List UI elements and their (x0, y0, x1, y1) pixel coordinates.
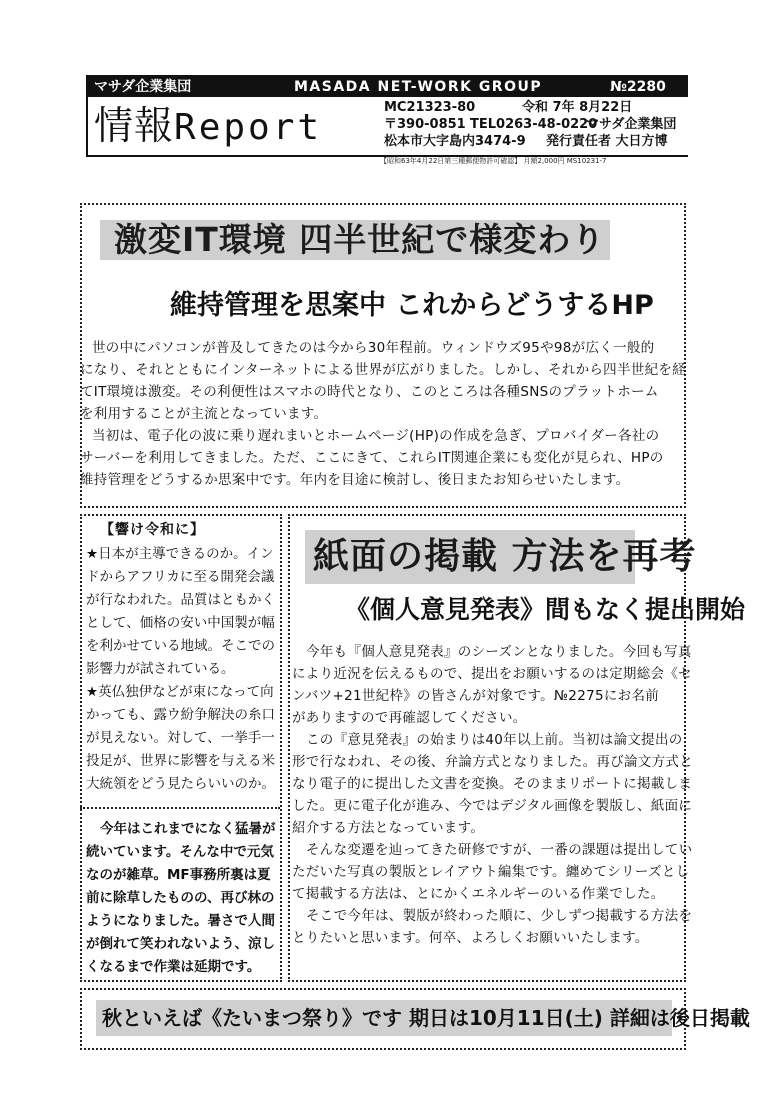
paragraph-line: 紹介する方法となっています。 (292, 820, 485, 836)
paragraph-line: なり電子的に提出した文書を変換。そのままリポートに掲載しま (292, 776, 693, 792)
group-name-jp: マサダ企業集団 (94, 79, 192, 95)
paragraph-line: て掲載する方法は、とにかくエネルギーのいる作業でした。 (292, 886, 665, 902)
logo-jp: 情報 (94, 104, 175, 149)
publication-code: MC21323-80 (384, 100, 476, 115)
note-line: 前に除草したものの、再び林の (86, 890, 275, 906)
column-line: ドからアフリカに至る開発会議 (86, 569, 275, 585)
publisher: 発行責任者 大日方博 (546, 134, 668, 149)
paragraph-line: した。更に電子化が進み、今ではデジタル画像を製版し、紙面に (292, 798, 693, 814)
article2-subheadline: 《個人意見発表》間もなく提出開始 (345, 595, 746, 624)
footer-headline: 秋といえば《たいまつ祭り》です 期日は10月11日(土) 詳細は後日掲載 (102, 1006, 750, 1030)
main-article-body (80, 337, 686, 491)
paragraph-line: ただいた写真の製版とレイアウト編集です。纏めてシリーズとし (292, 864, 690, 880)
masthead-bar (88, 77, 688, 97)
article2-body (292, 641, 694, 949)
paragraph-line: を利用することが主流となっています。 (80, 406, 328, 422)
issue-number: №2280 (610, 79, 666, 95)
column-line: ★英仏独伊などが束になって向 (86, 684, 274, 700)
paragraph-line: になり、それとともにインターネットによる世界が広がりました。しかし、それから四半世紀を経 (80, 362, 686, 378)
note-line: ようになりました。暑さで人間 (86, 913, 275, 929)
column-line: 影響力が試されている。 (86, 661, 235, 677)
masthead (86, 75, 688, 157)
note-line: 今年はこれまでになく猛暑が (100, 821, 276, 837)
note-line: が倒れて笑われないよう、涼し (86, 936, 275, 952)
paragraph-line: サーバーを利用してきました。ただ、ここにきて、これらIT関連企業にも変化が見られ、HPの (80, 450, 664, 466)
column-divider (80, 807, 280, 809)
registration-note: 【昭和63年4月22日第三種郵便物許可確認】 月額2,000円 MS10231-7 (380, 157, 607, 165)
group-name-en: MASADA NET-WORK GROUP (294, 79, 543, 95)
paragraph-line: そこで今年は、製版が終わった順に、少しずつ掲載する方法を (306, 908, 693, 924)
paragraph-line: 今年も『個人意見発表』のシーズンとなりました。今回も写真 (306, 644, 692, 660)
column-line: ★日本が主導できるのか。イン (86, 546, 274, 562)
paragraph-line: とりたいと思います。何卒、よろしくお願いいたします。 (292, 930, 649, 946)
issue-date: 令和 7年 8月22日 (522, 100, 633, 115)
paragraph-line: 維持管理をどうするか思案中です。年内を目途に検討し、後日またお知らせいたします。 (80, 472, 630, 488)
paragraph-line: 当初は、電子化の波に乗り遅れまいとホームページ(HP)の作成を急ぎ、プロバイダー各社の (92, 428, 660, 444)
paragraph-line: がありますので再確認してください。 (292, 710, 527, 726)
main-headline: 激変IT環境 四半世紀で様変わり (114, 220, 606, 259)
paragraph-line: 世の中にパソコンが普及してきたのは今から30年程前。ウィンドウズ95や98が広く一般的 (92, 340, 655, 356)
paragraph-line: てIT環境は激変。その利便性はスマホの時代となり、このところは各種SNSのプラットホーム (80, 384, 659, 400)
note-line: なのが雑草。MF事務所裏は夏 (86, 867, 271, 883)
column-line: が行なわれた。品質はともかく (86, 592, 275, 608)
article2-headline: 紙面の掲載 方法を再考 (313, 536, 697, 577)
telephone: TEL0263-48-0220 (470, 117, 598, 132)
column-line: を利かせている地域。そこでの (86, 638, 275, 654)
column-line: かっても、露ウ紛争解決の糸口 (86, 707, 275, 723)
paragraph-line: 形で行なわれ、その後、弁論方式となりました。再び論文方式と (292, 754, 694, 770)
column-title: 【響け令和に】 (100, 522, 205, 538)
paragraph-line: により近況を伝えるもので、提出をお願いするのは定期総会《セ (292, 666, 692, 682)
note-line: くなるまで作業は延期です。 (86, 959, 261, 975)
footer-headline-band (96, 1000, 750, 1036)
main-headline-band (100, 220, 610, 260)
company-name: マサダ企業集団 (586, 117, 677, 132)
column-body (86, 543, 275, 796)
column-line: 大統領をどう見たらいいのか。 (86, 776, 275, 792)
paragraph-line: この『意見発表』の始まりは40年以上前。当初は論文提出の (306, 732, 683, 748)
column-line: 投足が、世界に影響を与える米 (86, 753, 275, 769)
column-note (86, 818, 276, 979)
column-line: が見えない。対して、一挙手一 (86, 730, 275, 746)
masthead-info (384, 99, 684, 150)
address: 松本市大字島内3474-9 (384, 134, 526, 149)
column-line: として、価格の安い中国製が幅 (86, 615, 275, 631)
main-subheadline: 維持管理を思案中 これからどうするHP (170, 290, 654, 321)
note-line: 続いています。そんな中で元気 (86, 844, 274, 860)
paragraph-line: そんな変遷を辿ってきた研修ですが、一番の課題は提出してい (306, 842, 693, 858)
postal-code: 〒390-0851 (384, 117, 466, 132)
article2-headline-band (305, 530, 697, 584)
paragraph-line: ンバツ+21世紀枠》の皆さんが対象です。№2275にお名前 (292, 688, 660, 704)
logo-en: Report (174, 107, 323, 148)
masthead-logo (94, 101, 322, 154)
